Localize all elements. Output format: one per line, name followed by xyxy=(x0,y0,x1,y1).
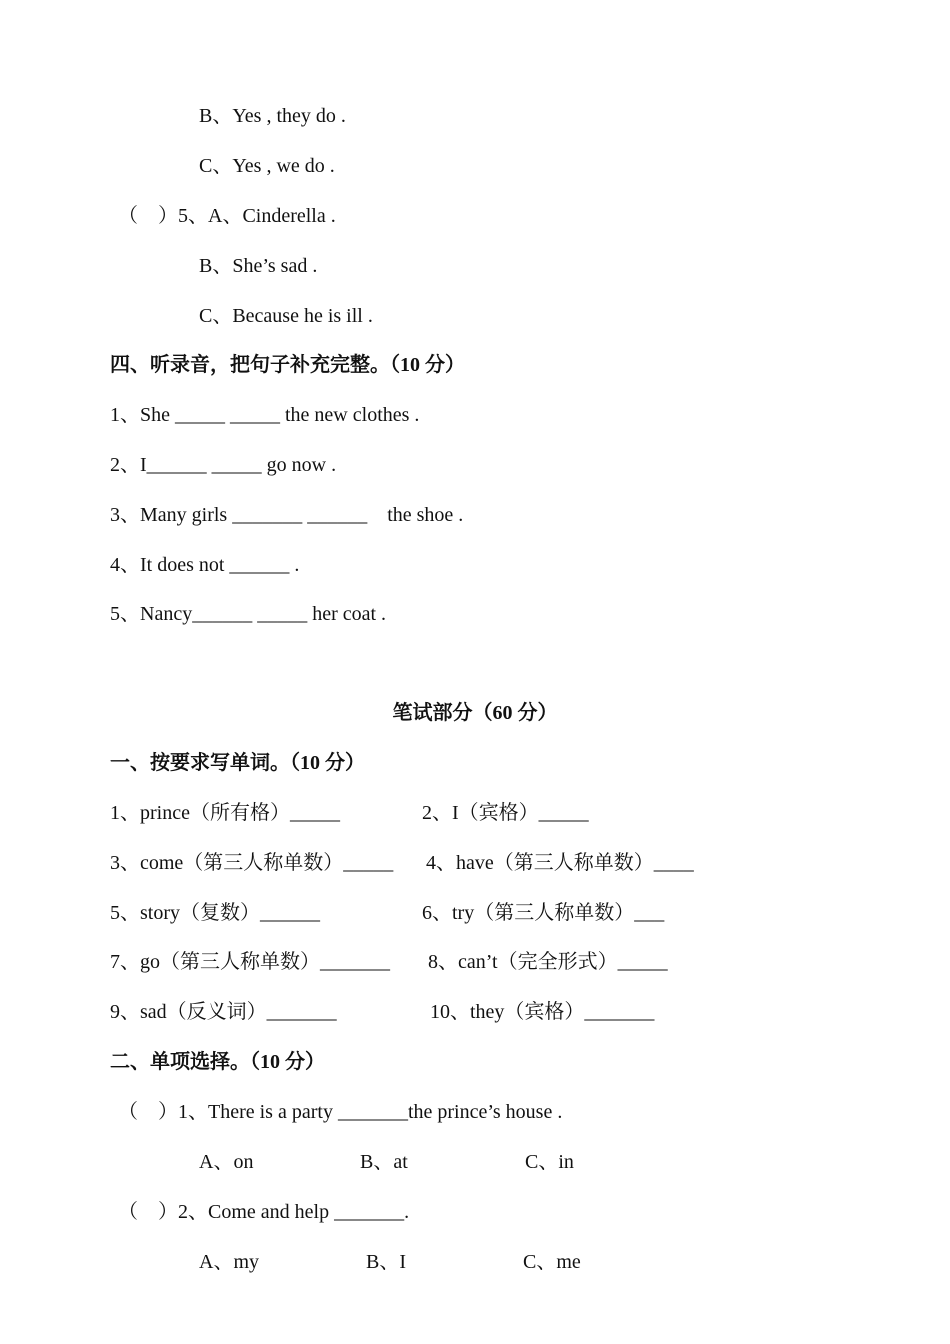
q4-option-c: C、Yes , we do . xyxy=(199,155,335,177)
q5-option-b: B、She’s sad . xyxy=(199,255,318,277)
q5-option-c: C、Because he is ill . xyxy=(199,305,373,327)
section-4-title: 四、听录音，把句子补充完整。（10 分） xyxy=(110,354,465,376)
choice-q1-option-a: A、on xyxy=(199,1151,254,1173)
choice-q2-option-b: B、I xyxy=(366,1251,406,1273)
choice-q1-stem: （ ）1、There is a party _______the prince’s house . xyxy=(118,1101,563,1123)
word-item-4: 4、have（第三人称单数）____ xyxy=(426,852,694,874)
written-section-2-title: 二、单项选择。（10 分） xyxy=(110,1051,325,1073)
fill-blank-item-5: 5、Nancy______ _____ her coat . xyxy=(110,603,387,625)
word-item-9: 9、sad（反义词）_______ xyxy=(110,1001,337,1023)
word-item-8: 8、can’t（完全形式）_____ xyxy=(428,951,668,973)
q4-option-b: B、Yes , they do . xyxy=(199,105,346,127)
fill-blank-item-1: 1、She _____ _____ the new clothes . xyxy=(110,404,420,426)
choice-q2-stem: （ ）2、Come and help _______. xyxy=(118,1201,410,1223)
choice-q2-option-c: C、me xyxy=(523,1251,581,1273)
written-section-1-title: 一、按要求写单词。（10 分） xyxy=(110,752,365,774)
q5-stem: （ ）5、A、Cinderella . xyxy=(118,205,336,227)
word-item-5: 5、story（复数）______ xyxy=(110,902,320,924)
choice-q1-option-c: C、in xyxy=(525,1151,574,1173)
choice-q1-option-b: B、at xyxy=(360,1151,408,1173)
word-item-2: 2、I（宾格）_____ xyxy=(422,802,589,824)
fill-blank-item-3: 3、Many girls _______ ______ the shoe . xyxy=(110,504,464,526)
choice-q2-option-a: A、my xyxy=(199,1251,259,1273)
word-item-10: 10、they（宾格）_______ xyxy=(430,1001,655,1023)
fill-blank-item-4: 4、It does not ______ . xyxy=(110,554,300,576)
fill-blank-item-2: 2、I______ _____ go now . xyxy=(110,454,337,476)
word-item-1: 1、prince（所有格）_____ xyxy=(110,802,340,824)
written-part-title: 笔试部分（60 分） xyxy=(392,702,558,724)
word-item-7: 7、go（第三人称单数）_______ xyxy=(110,951,390,973)
word-item-6: 6、try（第三人称单数）___ xyxy=(422,902,665,924)
word-item-3: 3、come（第三人称单数）_____ xyxy=(110,852,394,874)
